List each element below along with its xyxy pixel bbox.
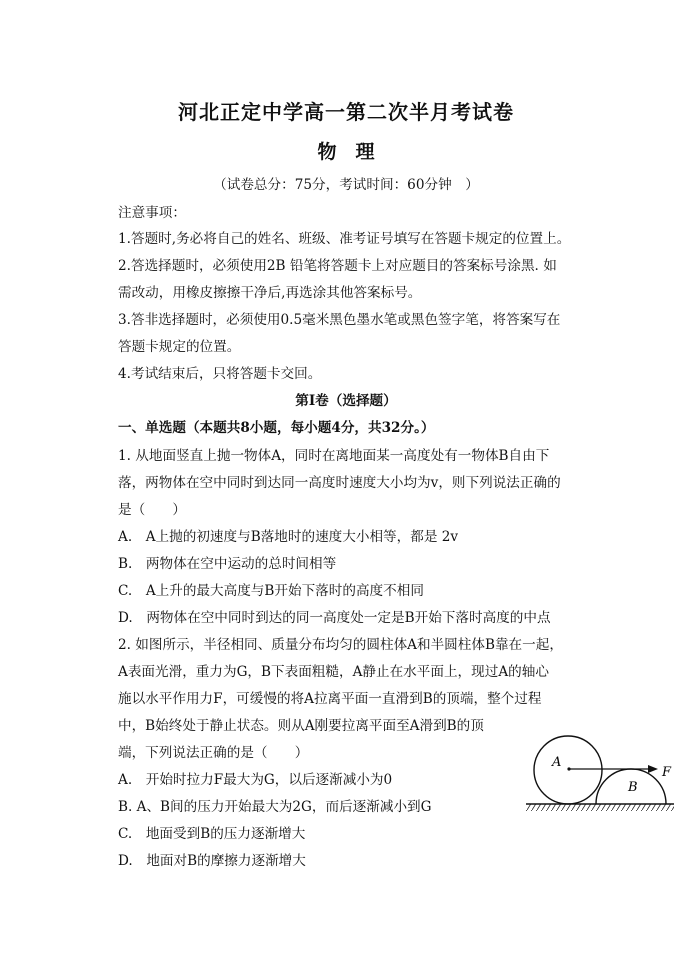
q2-option-c: C. 地面受到B的压力逐渐增大 — [118, 826, 306, 842]
q1-option-a: A. A上抛的初速度与B落地时的速度大小相等，都是 2v — [118, 529, 459, 545]
q1-stem-line: 落，两物体在空中同时到达同一高度时速度大小均为v，则下列说法正确的 — [118, 475, 561, 491]
note-line: 需改动，用橡皮擦擦干净后,再选涂其他答案标号。 — [118, 285, 422, 301]
exam-meta: （试卷总分：75分，考试时间：60分钟 ） — [213, 177, 479, 193]
section-title: 第I卷（选择题） — [295, 393, 397, 409]
q2-option-d: D. 地面对B的摩擦力逐渐增大 — [118, 853, 306, 869]
note-line: 答题卡规定的位置。 — [118, 339, 241, 355]
q1-stem-line: 是（ ） — [118, 502, 186, 518]
q2-option-b: B. A、B间的压力开始最大为2G，而后逐渐减小到G — [118, 799, 432, 815]
q2-stem-line: 2. 如图所示，半径相同、质量分布均匀的圆柱体A和半圆柱体B靠在一起， — [118, 637, 563, 653]
note-line: 1.答题时,务必将自己的姓名、班级、准考证号填写在答题卡规定的位置上。 — [118, 231, 571, 247]
label-a: A — [552, 755, 562, 770]
force-arrow-head — [648, 765, 658, 773]
part-heading: 一、单选题（本题共8小题，每小题4分，共32分。） — [118, 420, 435, 436]
q1-option-c: C. A上升的最大高度与B开始下落时的高度不相同 — [118, 583, 424, 599]
q1-option-d: D. 两物体在空中同时到达的同一高度处一定是B开始下落时高度的中点 — [118, 610, 551, 626]
label-f: F — [662, 765, 672, 780]
notes-heading: 注意事项： — [118, 205, 186, 221]
exam-title: 河北正定中学高一第二次半月考试卷 — [178, 100, 514, 124]
subject-title: 物 理 — [317, 141, 375, 163]
q1-stem-line: 1. 从地面竖直上抛一物体A，同时在离地面某一高度处有一物体B自由下 — [118, 448, 550, 464]
note-line: 3.答非选择题时，必须使用0.5毫米黑色墨水笔或黑色签字笔，将答案写在 — [118, 312, 561, 328]
label-b: B — [628, 780, 638, 795]
q2-option-a: A. 开始时拉力F最大为G，以后逐渐减小为0 — [118, 772, 393, 788]
q2-stem-line: A表面光滑，重力为G，B下表面粗糙，A静止在水平面上，现过A的轴心 — [118, 664, 549, 680]
note-line: 2.答选择题时，必须使用2B 铅笔将答题卡上对应题目的答案标号涂黑. 如 — [118, 258, 557, 274]
q2-stem-line: 中，B始终处于静止状态。则从A刚要拉离平面至A滑到B的顶 — [118, 718, 484, 734]
note-line: 4.考试结束后，只将答题卡交回。 — [118, 366, 322, 382]
ground-hatch — [526, 804, 674, 811]
q1-option-b: B. 两物体在空中运动的总时间相等 — [118, 556, 337, 572]
q2-stem-line: 施以水平作用力F，可缓慢的将A拉离平面一直滑到B的顶端，整个过程 — [118, 691, 542, 707]
q2-figure — [522, 730, 682, 820]
q2-stem-line: 端，下列说法正确的是（ ） — [118, 745, 309, 761]
